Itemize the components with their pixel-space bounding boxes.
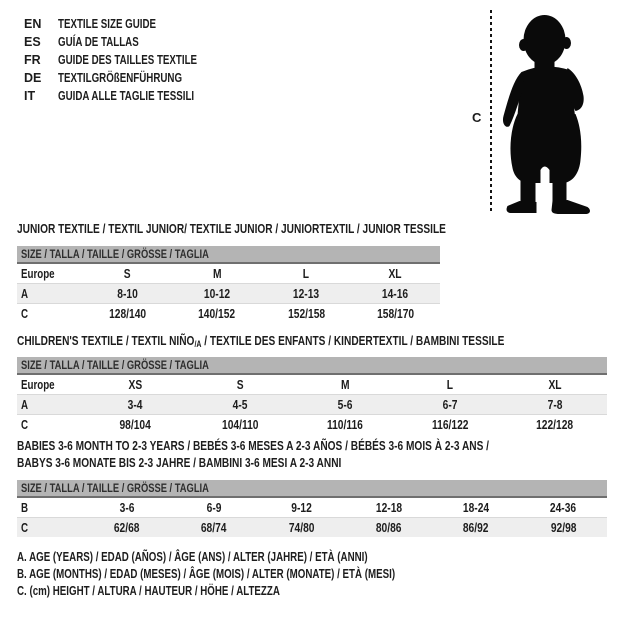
language-row xyxy=(24,87,236,105)
size-cell: 3-6 xyxy=(119,500,135,515)
size-cell: 140/152 xyxy=(198,306,236,321)
language-code: FR xyxy=(24,53,41,67)
language-title: GUIDE DES TAILLES TEXTILE xyxy=(58,53,198,67)
size-cell: 92/98 xyxy=(550,520,577,535)
language-row xyxy=(24,69,236,87)
size-cell: 116/122 xyxy=(431,417,469,432)
size-cell: 80/86 xyxy=(375,520,402,535)
table-row-europe xyxy=(17,375,607,395)
size-cell: 7-8 xyxy=(547,397,562,412)
babies-table-title-line1: BABIES 3-6 MONTH TO 2-3 YEARS / BEBÉS 3-6 MESES A 2-3 AÑOS / BÉBÉS 3-6 MOIS À 2-3 ANS / xyxy=(17,438,489,453)
size-cell: 152/158 xyxy=(287,306,325,321)
size-cell: 68/74 xyxy=(201,520,227,535)
babies-table-title-line2: BABYS 3-6 MONATE BIS 2-3 JAHRE / BAMBINI 3-6 MESI A 2-3 ANNI xyxy=(17,455,342,470)
size-cell: 122/128 xyxy=(536,417,574,432)
size-header-bar: SIZE / TALLA / TAILLE / GRÖSSE / TAGLIA xyxy=(17,480,607,498)
size-cell: 110/116 xyxy=(327,417,363,432)
size-cell: L xyxy=(302,266,310,281)
size-cell: 6-7 xyxy=(442,397,458,412)
language-title: TEXTILE SIZE GUIDE xyxy=(58,17,157,31)
size-cell: 74/80 xyxy=(288,520,315,535)
language-title: TEXTILGRÖßENFÜHRUNG xyxy=(58,71,183,85)
table-row-age xyxy=(17,284,440,304)
table-row-age xyxy=(17,395,607,415)
row-label: Europe xyxy=(21,266,55,281)
table-row-height xyxy=(17,415,607,434)
footnote-a: A. AGE (YEARS) / EDAD (AÑOS) / ÂGE (ANS) / ALTER (JAHRE) / ETÀ (ANNI) xyxy=(17,550,368,564)
height-measure-label: C xyxy=(472,110,482,125)
size-cell: 98/104 xyxy=(119,417,152,432)
size-cell: 128/140 xyxy=(109,306,147,321)
size-cell: 8-10 xyxy=(117,286,138,301)
language-code: IT xyxy=(24,89,36,103)
language-code: DE xyxy=(24,71,42,85)
size-cell: L xyxy=(446,377,453,392)
size-cell: 158/170 xyxy=(376,306,414,321)
size-cell: XL xyxy=(548,377,562,392)
size-cell: 14-16 xyxy=(382,286,409,301)
height-measure-dotted-line xyxy=(490,10,492,214)
size-cell: S xyxy=(124,266,132,281)
table-row-europe xyxy=(17,264,440,284)
size-cell: 104/110 xyxy=(221,417,259,432)
language-row xyxy=(24,15,236,33)
babies-size-table xyxy=(17,480,607,537)
language-code: EN xyxy=(24,17,42,31)
row-label: A xyxy=(21,397,29,412)
size-cell: 12-18 xyxy=(375,500,402,515)
row-label: A xyxy=(21,286,29,301)
footnote-c: C. (cm) HEIGHT / ALTURA / HAUTEUR / HÖHE / ALTEZZA xyxy=(17,584,280,598)
language-list xyxy=(24,15,236,105)
footnote-b: B. AGE (MONTHS) / EDAD (MESES) / ÂGE (MOIS) / ALTER (MONATE) / ETÀ (MESI) xyxy=(17,567,396,581)
language-code: ES xyxy=(24,35,41,49)
row-label: C xyxy=(21,520,29,535)
size-cell: 86/92 xyxy=(463,520,489,535)
table-row-height xyxy=(17,304,440,323)
size-cell: 5-6 xyxy=(337,397,353,412)
size-cell: 3-4 xyxy=(127,397,143,412)
language-row xyxy=(24,51,236,69)
row-label: C xyxy=(21,417,29,432)
size-cell: 10-12 xyxy=(203,286,230,301)
size-cell: 12-13 xyxy=(293,286,320,301)
size-cell: 18-24 xyxy=(462,500,490,515)
size-cell: M xyxy=(340,377,350,392)
junior-size-table xyxy=(17,246,440,323)
row-label: C xyxy=(21,306,29,321)
size-cell: 4-5 xyxy=(232,397,248,412)
row-label: B xyxy=(21,500,29,515)
table-row-height xyxy=(17,518,607,537)
size-cell: 62/68 xyxy=(113,520,140,535)
size-cell: XS xyxy=(128,377,143,392)
children-size-table xyxy=(17,357,607,434)
size-cell: 9-12 xyxy=(291,500,312,515)
size-cell: M xyxy=(212,266,222,281)
size-header-bar: SIZE / TALLA / TAILLE / GRÖSSE / TAGLIA xyxy=(17,357,607,375)
toddler-silhouette-icon xyxy=(497,10,598,215)
size-cell: 24-36 xyxy=(550,500,577,515)
junior-table-title: JUNIOR TEXTILE / TEXTIL JUNIOR/ TEXTILE JUNIOR / JUNIORTEXTIL / JUNIOR TESSILE xyxy=(17,221,446,236)
footnote-legend xyxy=(17,549,502,600)
size-header-bar: SIZE / TALLA / TAILLE / GRÖSSE / TAGLIA xyxy=(17,246,440,264)
title-subscript: /A xyxy=(194,339,202,349)
size-cell: 6-9 xyxy=(206,500,222,515)
language-title: GUÍA DE TALLAS xyxy=(58,35,139,49)
children-table-title: CHILDREN'S TEXTILE / TEXTIL NIÑO/A / TEXTILE DES ENFANTS / KINDERTEXTIL / BAMBINI TESSILE xyxy=(17,333,505,349)
language-row xyxy=(24,33,236,51)
language-title: GUIDA ALLE TAGLIE TESSILI xyxy=(58,89,195,103)
row-label: Europe xyxy=(21,377,55,392)
size-cell: S xyxy=(236,377,244,392)
size-cell: XL xyxy=(388,266,402,281)
table-row-months xyxy=(17,498,607,518)
